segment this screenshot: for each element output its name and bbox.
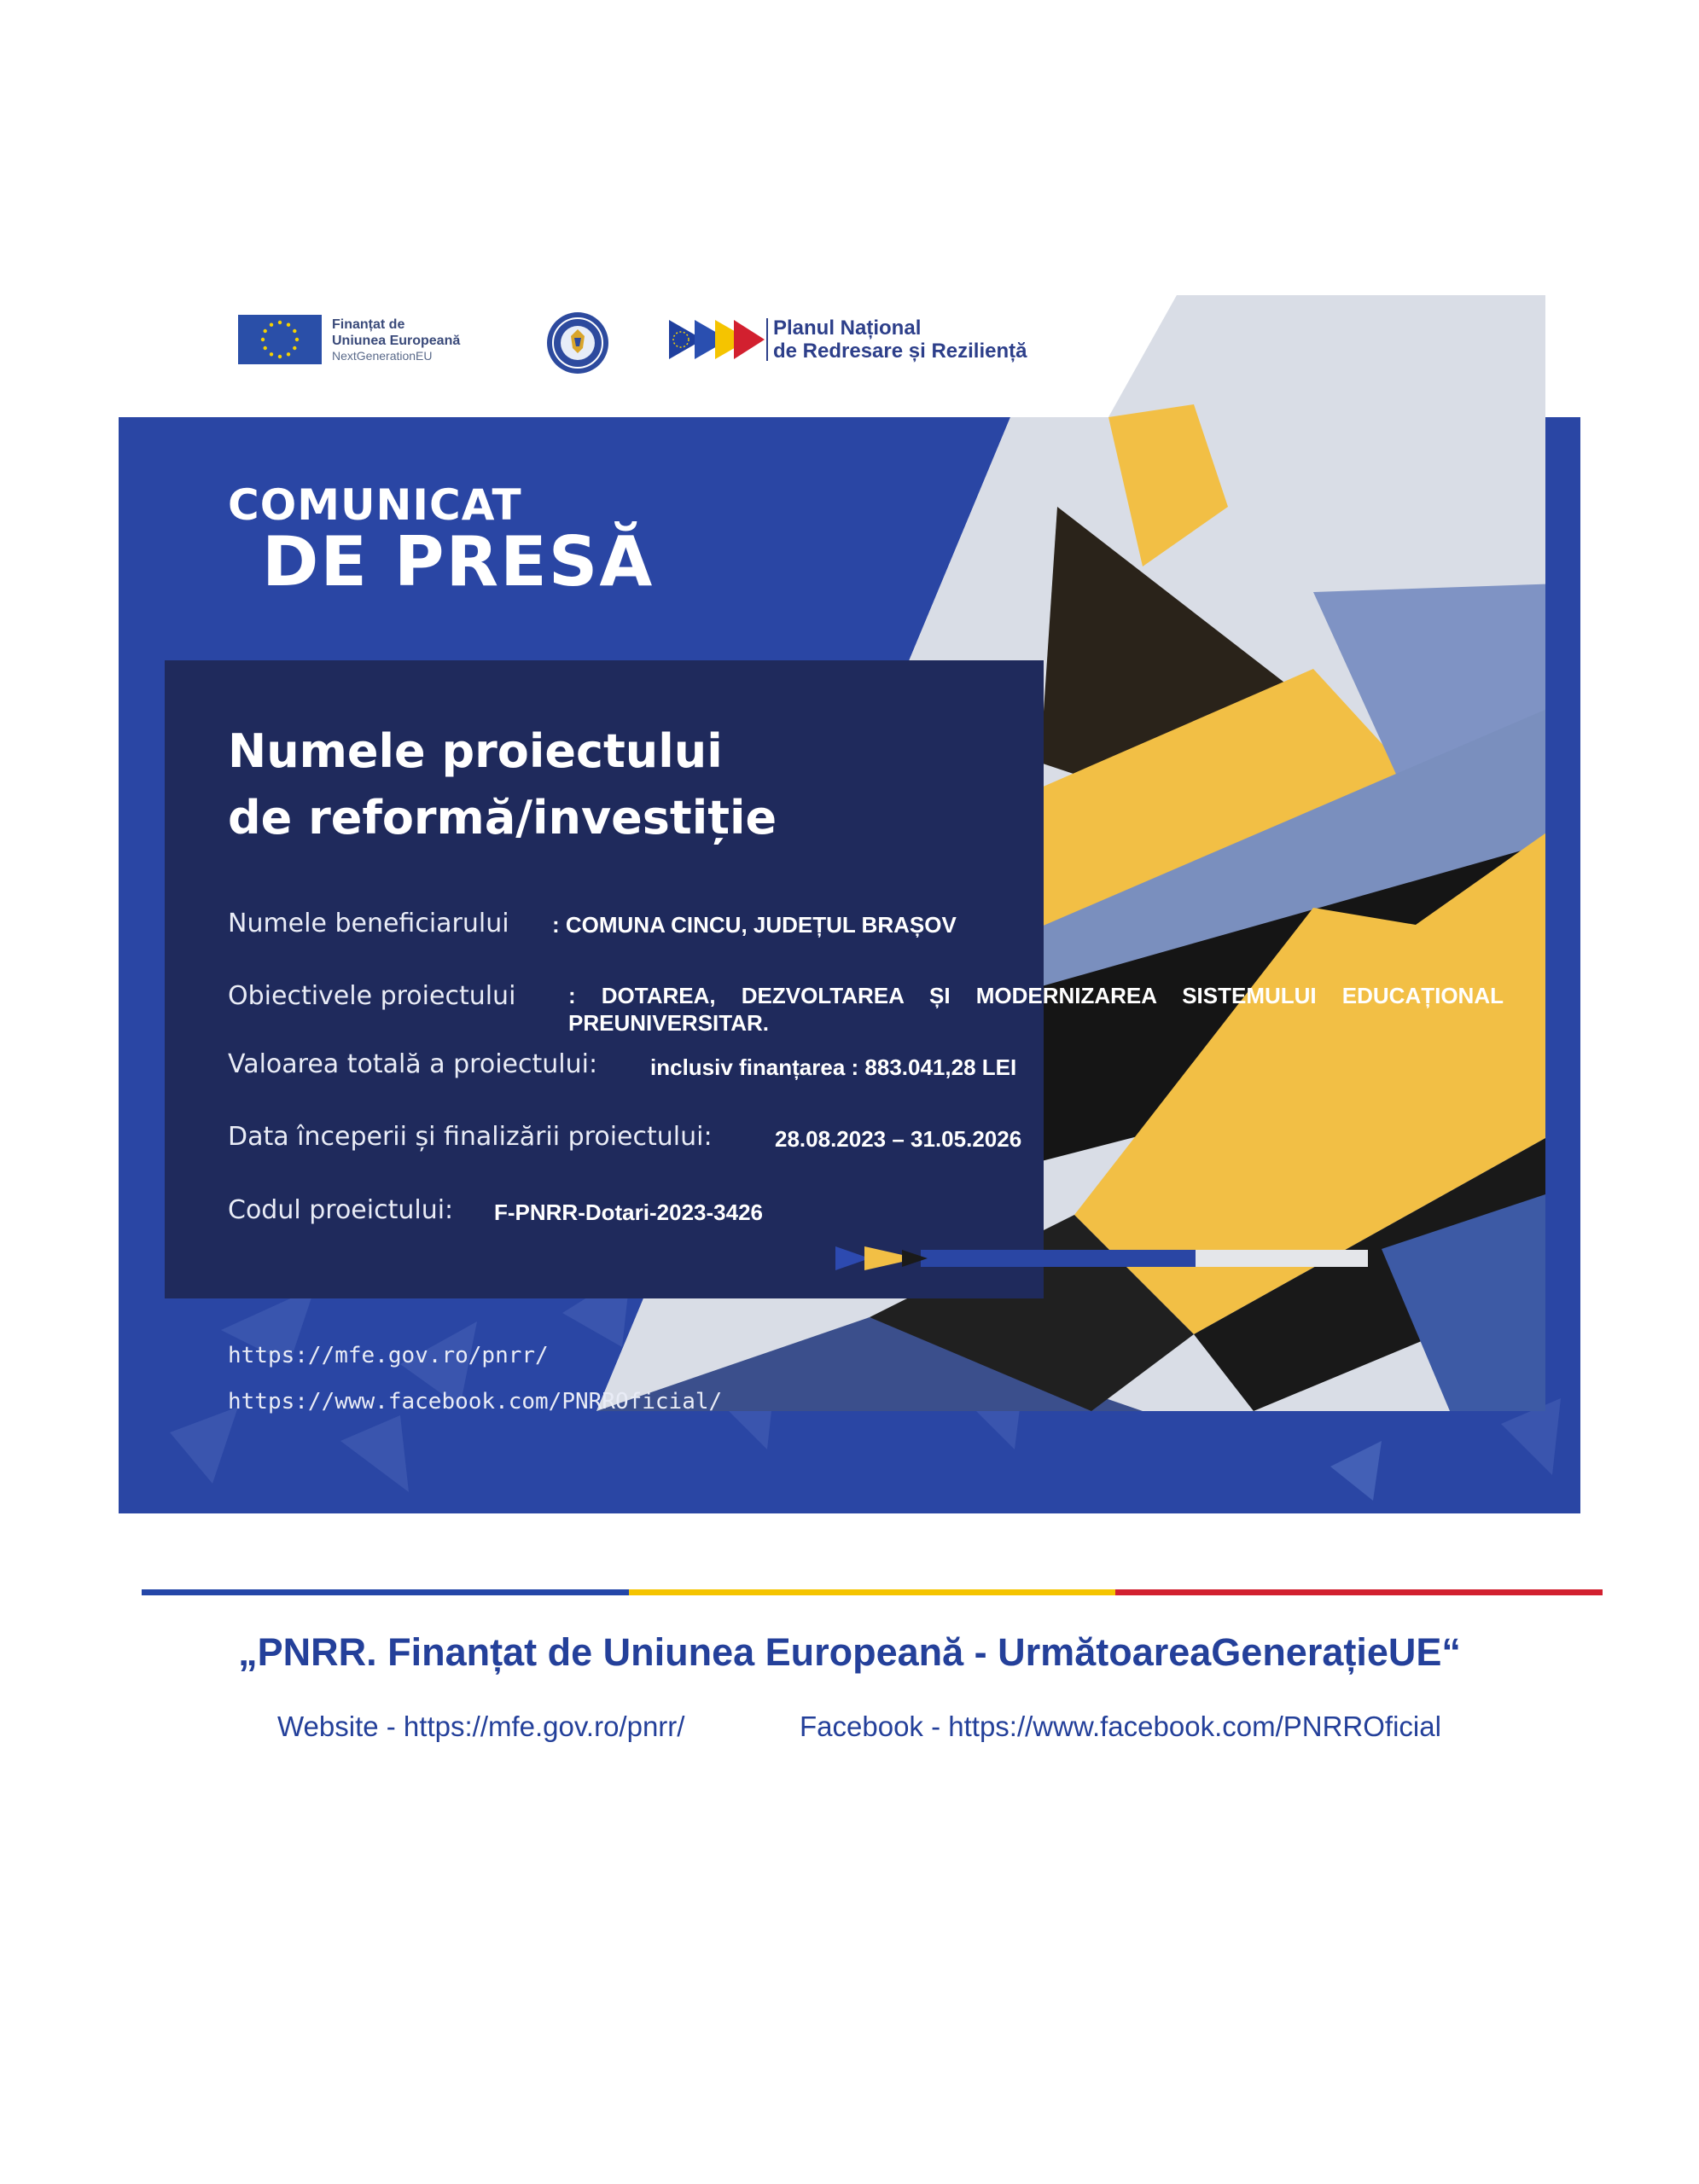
dates-label: Data începerii și finalizării proiectului: [228, 1122, 713, 1152]
footer-facebook-link[interactable]: Facebook - https://www.facebook.com/PNRROficial [800, 1711, 1441, 1742]
beneficiary-value: : COMUNA CINCU, JUDEȚUL BRAȘOV [552, 912, 957, 938]
project-name-line2: de reformă/investiție [228, 791, 777, 845]
pnrr-logo-line2: de Redresare și Reziliență [773, 340, 1027, 363]
press-release-title-line1: COMUNICAT [228, 480, 522, 530]
dates-value: 28.08.2023 – 31.05.2026 [775, 1126, 1022, 1152]
objectives-label: Obiectivele proiectului [228, 981, 516, 1011]
press-release-title-line2: DE PRESĂ [262, 522, 655, 601]
project-code-value: F-PNRR-Dotari-2023-3426 [494, 1199, 763, 1225]
eu-logo-line2: Uniunea Europeană [332, 333, 461, 348]
total-value-label: Valoarea totală a proiectului: [228, 1049, 598, 1079]
total-value-value: inclusiv finanțarea : 883.041,28 LEI [650, 1054, 1017, 1080]
press-release-poster [119, 225, 1580, 1513]
tricolor-divider [142, 1589, 1603, 1595]
pnrr-slogan: „PNRR. Finanțat de Uniunea Europeană - UrmătoareaGenerațieUE“ [238, 1630, 1461, 1674]
beneficiary-label: Numele beneficiarului [228, 909, 509, 938]
pnrr-website-link[interactable]: https://mfe.gov.ro/pnrr/ [228, 1343, 549, 1368]
eu-logo-line1: Finanțat de [332, 317, 405, 332]
project-name-heading [228, 718, 777, 851]
project-name-line1: Numele proiectului [228, 724, 723, 778]
footer-website-link[interactable]: Website - https://mfe.gov.ro/pnrr/ [277, 1711, 685, 1742]
pnrr-logo-line1: Planul Național [773, 317, 922, 340]
pnrr-facebook-link[interactable]: https://www.facebook.com/PNRROficial/ [228, 1389, 723, 1414]
eu-logo-line3: NextGenerationEU [332, 348, 433, 363]
progress-bar-decoration [835, 1246, 1368, 1270]
project-code-label: Codul proeictului: [228, 1195, 454, 1225]
objectives-value: : DOTAREA, DEZVOLTAREA ȘI MODERNIZAREA SISTEMULUI EDUCAȚIONAL PREUNIVERSITAR. [568, 983, 1504, 1036]
